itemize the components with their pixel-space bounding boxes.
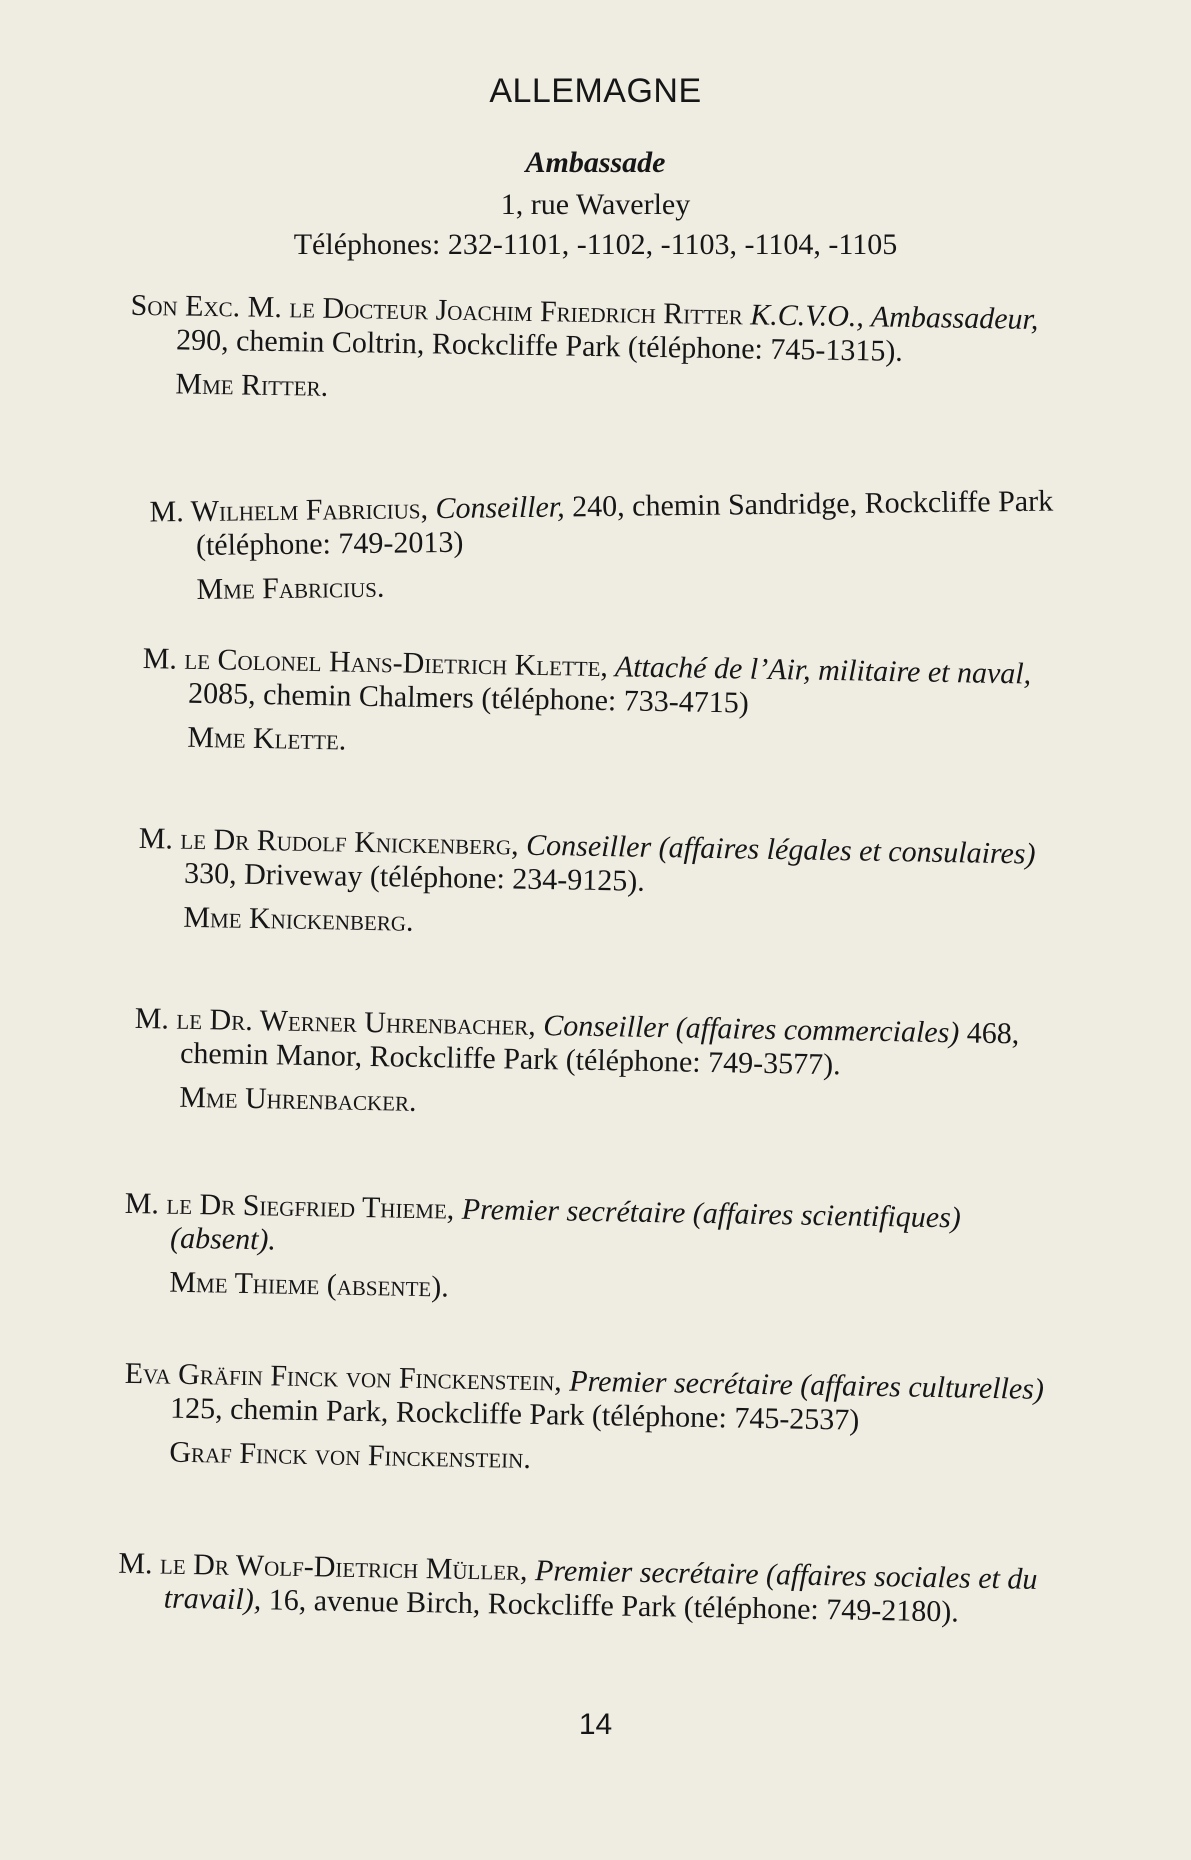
- directory-entry: [129, 289, 1061, 416]
- entry-title: Premier secrétaire (affaires sociales et du travail),: [163, 1553, 1038, 1617]
- entry-name: M. Wilhelm Fabricius,: [149, 492, 429, 529]
- mission-type: Ambassade: [525, 146, 666, 179]
- entry-name: Eva Gräfin Finck von Finckenstein,: [124, 1356, 563, 1398]
- entry-title: K.C.V.O., Ambassadeur,: [750, 298, 1039, 336]
- entry-title: Premier secrétaire (affaires scientifiques) (absent).: [169, 1192, 962, 1257]
- entry-title: Conseiller (affaires commerciales): [535, 1008, 960, 1050]
- entry-details: 468, chemin Manor, Rockcliffe Park (téléphone: 749-3577).: [179, 1016, 1020, 1082]
- entry-main: [124, 1187, 1060, 1271]
- entry-spouse: Mme Uhrenbacker.: [179, 1080, 417, 1118]
- entry-spouse: Mme Fabricius.: [196, 570, 385, 606]
- entry-main: [142, 642, 1063, 726]
- entry-name: M. le Dr. Werner Uhrenbacher,: [134, 1001, 537, 1042]
- page-number: 14: [578, 1708, 613, 1741]
- entry-title: Premier secrétaire (affaires culturelles): [561, 1364, 1045, 1406]
- entry-main: [130, 289, 1061, 372]
- entry-details: 330, Driveway (téléphone: 234-9125).: [183, 856, 646, 898]
- entry-main: [134, 1002, 1060, 1086]
- entry-name: M. le Colonel Hans-Dietrich Klette,: [142, 641, 609, 684]
- entry-details: 2085, chemin Chalmers (téléphone: 733-4715): [187, 676, 750, 720]
- directory-entry: [123, 1187, 1060, 1315]
- entry-name: Son Exc. M. le Docteur Joachim Friedrich Ritter: [130, 288, 744, 332]
- directory-entry: [137, 822, 1064, 950]
- entry-name: M. le Dr Rudolf Knickenberg,: [138, 821, 520, 862]
- directory-entry: [141, 642, 1063, 770]
- mission-telephones: Téléphones: 232-1101, -1102, -1103, -1104, -1105: [293, 228, 898, 261]
- entry-main: [124, 1357, 1060, 1441]
- entry-details: 125, chemin Park, Rockcliffe Park (téléphone: 745-2537): [169, 1391, 860, 1437]
- directory-entry: [133, 1002, 1060, 1130]
- entry-title: Attaché de l’Air, militaire et naval,: [607, 650, 1032, 691]
- country-heading: ALLEMAGNE: [489, 72, 702, 110]
- directory-entry: [117, 1547, 1058, 1631]
- entry-details: 16, avenue Birch, Rockcliffe Park (téléphone: 749-2180).: [260, 1583, 960, 1629]
- entry-main: [117, 1547, 1058, 1631]
- entry-title: Conseiller,: [427, 490, 565, 526]
- entry-spouse: Mme Klette.: [187, 720, 347, 757]
- entry-spouse: Graf Finck von Finckenstein.: [169, 1435, 532, 1475]
- entry-spouse: Mme Thieme (absente).: [169, 1265, 450, 1304]
- entry-spouse: Mme Ritter.: [175, 367, 329, 403]
- entry-name: M. le Dr Siegfried Thieme,: [124, 1186, 455, 1226]
- entry-spouse: Mme Knickenberg.: [183, 900, 414, 938]
- directory-entry: [123, 1357, 1060, 1485]
- entry-main: [149, 484, 1060, 563]
- entry-title: Conseiller (affaires légales et consulaires): [518, 828, 1036, 871]
- mission-address: 1, rue Waverley: [500, 188, 691, 221]
- directory-entry: [149, 484, 1060, 607]
- entry-name: M. le Dr Wolf-Dietrich Müller,: [118, 1546, 528, 1587]
- entry-details: 240, chemin Sandridge, Rockcliffe Park (téléphone: 749-2013): [195, 484, 1054, 562]
- entry-details: 290, chemin Coltrin, Rockcliffe Park (téléphone: 745-1315).: [175, 323, 904, 368]
- entry-main: [138, 822, 1064, 906]
